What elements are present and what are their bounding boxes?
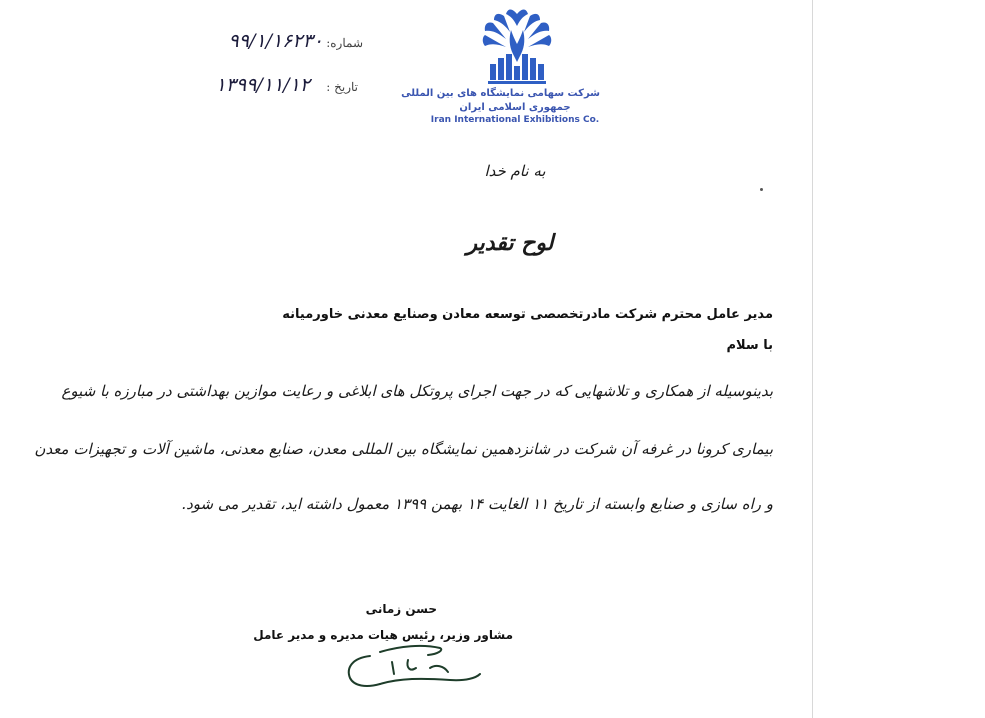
letter-number-row bbox=[228, 30, 363, 52]
company-name-fa: شرکت سهامی نمایشگاه های بین المللی bbox=[401, 88, 600, 99]
scan-dot bbox=[760, 188, 763, 191]
signer-title: مشاور وزیر، رئیس هیات مدیره و مدیر عامل bbox=[253, 628, 513, 642]
invocation: به نام خدا bbox=[484, 162, 546, 180]
number-label: شماره: bbox=[326, 36, 363, 50]
body-line-3: و راه سازی و صنایع وابسته از تاریخ ۱۱ الغایت ۱۴ بهمن ۱۳۹۹ معمول داشته اید، تقدیر می شود. bbox=[181, 495, 773, 513]
recipient-line: مدیر عامل محترم شرکت مادرتخصصی توسعه معادن وصنایع معدنی خاورمیانه bbox=[282, 307, 773, 322]
handwritten-signature bbox=[340, 638, 490, 700]
date-label: تاریخ : bbox=[326, 80, 358, 94]
shell-fan-logo-icon bbox=[482, 4, 552, 86]
greeting: با سلام bbox=[726, 338, 773, 353]
letter-date-row bbox=[215, 74, 358, 96]
signer-name: حسن زمانی bbox=[365, 602, 437, 616]
letter-heading: لوح تقدیر bbox=[466, 230, 554, 256]
letterhead bbox=[401, 4, 600, 125]
date-value: ۱۳۹۹/۱۱/۱۲ bbox=[215, 74, 310, 96]
company-name-en: Iran International Exhibitions Co. bbox=[430, 115, 600, 125]
body-line-1: بدینوسیله از همکاری و تلاشهایی که در جهت اجرای پروتکل های ابلاغی و رعایت موازین بهداشتی در مبارزه با شیوع bbox=[61, 382, 773, 400]
body-line-2: بیماری کرونا در غرفه آن شرکت در شانزدهمین نمایشگاه بین المللی معدن، صنایع معدنی، ماشین آلات و تجهیزات معدن bbox=[34, 440, 773, 458]
number-value: ۹۹/۱/۱۶۲۳۰ bbox=[228, 30, 323, 52]
company-country-fa: جمهوری اسلامی ایران bbox=[459, 102, 571, 113]
page-edge-line bbox=[812, 0, 813, 718]
